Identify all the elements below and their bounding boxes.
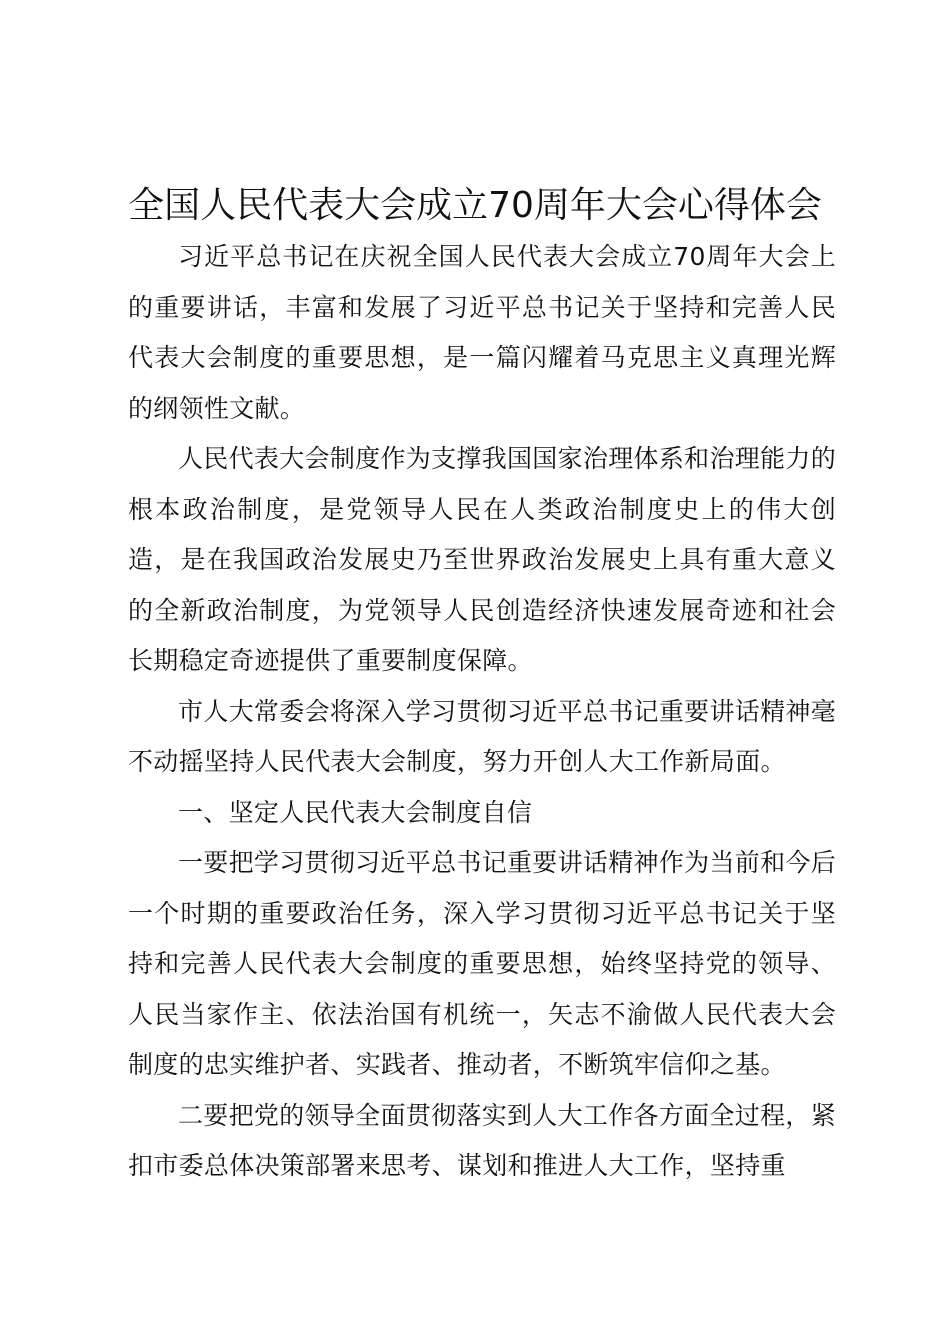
section-heading: 一、坚定人民代表大会制度自信 xyxy=(178,797,533,827)
paragraph-system: 人民代表大会制度作为支撑我国国家治理体系和治理能力的根本政治制度，是党领导人民在人类政治制度史上的伟大创造，是在我国政治发展史乃至世界政治发展史上具有重大意义的全新政治制度，为党领导人民创造经济快速发展奇迹和社会长期稳定奇迹提供了重要制度保障。 xyxy=(128,444,836,675)
paragraph-point-one: 一要把学习贯彻习近平总书记重要讲话精神作为当前和今后一个时期的重要政治任务，深入学习贯彻习近平总书记关于坚持和完善人民代表大会制度的重要思想，始终坚持党的领导、人民当家作主、依法治国有机统一，矢志不渝做人民代表大会制度的忠实维护者、实践者、推动者，不断筑牢信仰之基。 xyxy=(128,848,836,1079)
document-title: 全国人民代表大会成立70周年大会心得体会 xyxy=(128,185,822,226)
document-body xyxy=(128,232,836,1192)
paragraph-commitment: 市人大常委会将深入学习贯彻习近平总书记重要讲话精神毫不动摇坚持人民代表大会制度，努力开创人大工作新局面。 xyxy=(128,696,836,776)
paragraph-point-two: 二要把党的领导全面贯彻落实到人大工作各方面全过程，紧扣市委总体决策部署来思考、谋划和推进人大工作，坚持重 xyxy=(128,1100,836,1180)
paragraph-intro: 习近平总书记在庆祝全国人民代表大会成立70周年大会上的重要讲话，丰富和发展了习近平总书记关于坚持和完善人民代表大会制度的重要思想，是一篇闪耀着马克思主义真理光辉的纲领性文献。 xyxy=(128,242,836,423)
